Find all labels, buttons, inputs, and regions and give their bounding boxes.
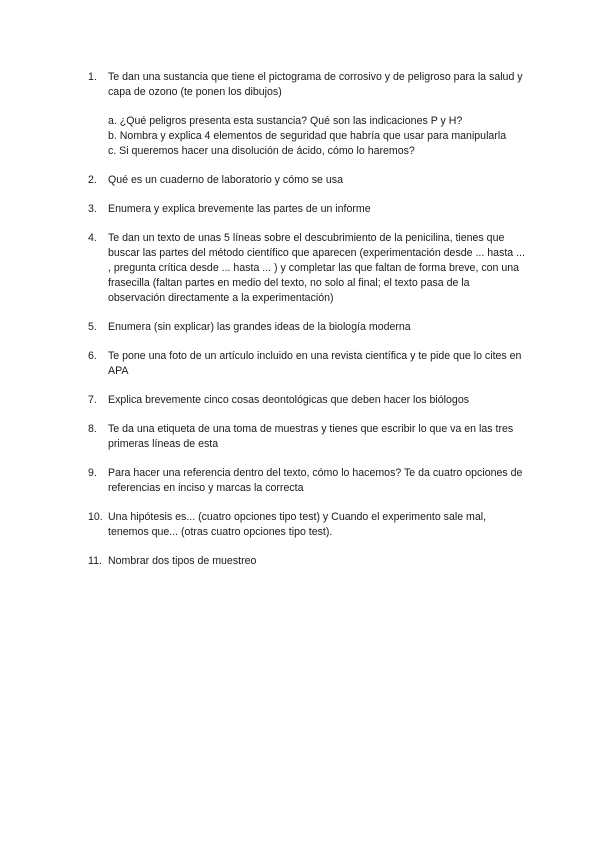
question-text: Te dan una sustancia que tiene el pictograma de corrosivo y de peligroso para la salud y capa de ozono (te ponen los dibujos) [108,71,523,98]
question-item [88,320,528,335]
question-number: 9. [88,467,97,479]
question-number: 4. [88,232,97,244]
question-text: Para hacer una referencia dentro del texto, cómo lo hacemos? Te da cuatro opciones de referencias en inciso y marcas la correcta [108,467,523,494]
question-text: Te pone una foto de un artículo incluido en una revista científica y te pide que lo cites en APA [108,350,522,377]
question-item [88,70,528,159]
question-number: 11. [88,555,102,567]
question-item [88,510,528,540]
question-number: 5. [88,321,97,333]
question-text: Explica brevemente cinco cosas deontológicas que deben hacer los biólogos [108,394,470,406]
sub-question-c: c. Si queremos hacer una disolución de ácido, cómo lo haremos? [108,145,415,157]
question-text: Enumera y explica brevemente las partes de un informe [108,203,371,215]
question-text: Qué es un cuaderno de laboratorio y cómo se usa [108,174,343,186]
question-number: 6. [88,350,97,362]
question-text: Te da una etiqueta de una toma de muestras y tienes que escribir lo que va en las tres primeras líneas de esta [108,423,514,450]
question-number: 10. [88,511,103,523]
question-number: 1. [88,71,97,83]
question-text: Una hipótesis es... (cuatro opciones tipo test) y Cuando el experimento sale mal, tenemos que... (otras cuatro opciones tipo test). [108,511,487,538]
question-item [88,349,528,379]
question-item [88,202,528,217]
question-item [88,173,528,188]
question-text: Enumera (sin explicar) las grandes ideas de la biología moderna [108,321,411,333]
sub-question-list [108,114,528,159]
sub-question-a: a. ¿Qué peligros presenta esta sustancia? Qué son las indicaciones P y H? [108,115,463,127]
question-number: 7. [88,394,97,406]
question-item [88,554,528,569]
question-item [88,466,528,496]
sub-question-b: b. Nombra y explica 4 elementos de seguridad que habría que usar para manipularla [108,130,507,142]
question-number: 3. [88,203,97,215]
question-item [88,231,528,306]
question-number: 2. [88,174,97,186]
question-item [88,393,528,408]
question-number: 8. [88,423,97,435]
question-text: Te dan un texto de unas 5 líneas sobre el descubrimiento de la penicilina, tienes que buscar las partes del método científico que aparecen (experimentación desde ... hasta ... , pregunta crítica desde ... hasta ... ) y completar las que faltan de forma breve, con una frasecilla (faltan partes en medio del texto, no solo al final; el texto pasa de la observación directamente a la experimentación) [108,232,525,304]
question-item [88,422,528,452]
question-list [88,70,528,583]
question-text: Nombrar dos tipos de muestreo [108,555,257,567]
